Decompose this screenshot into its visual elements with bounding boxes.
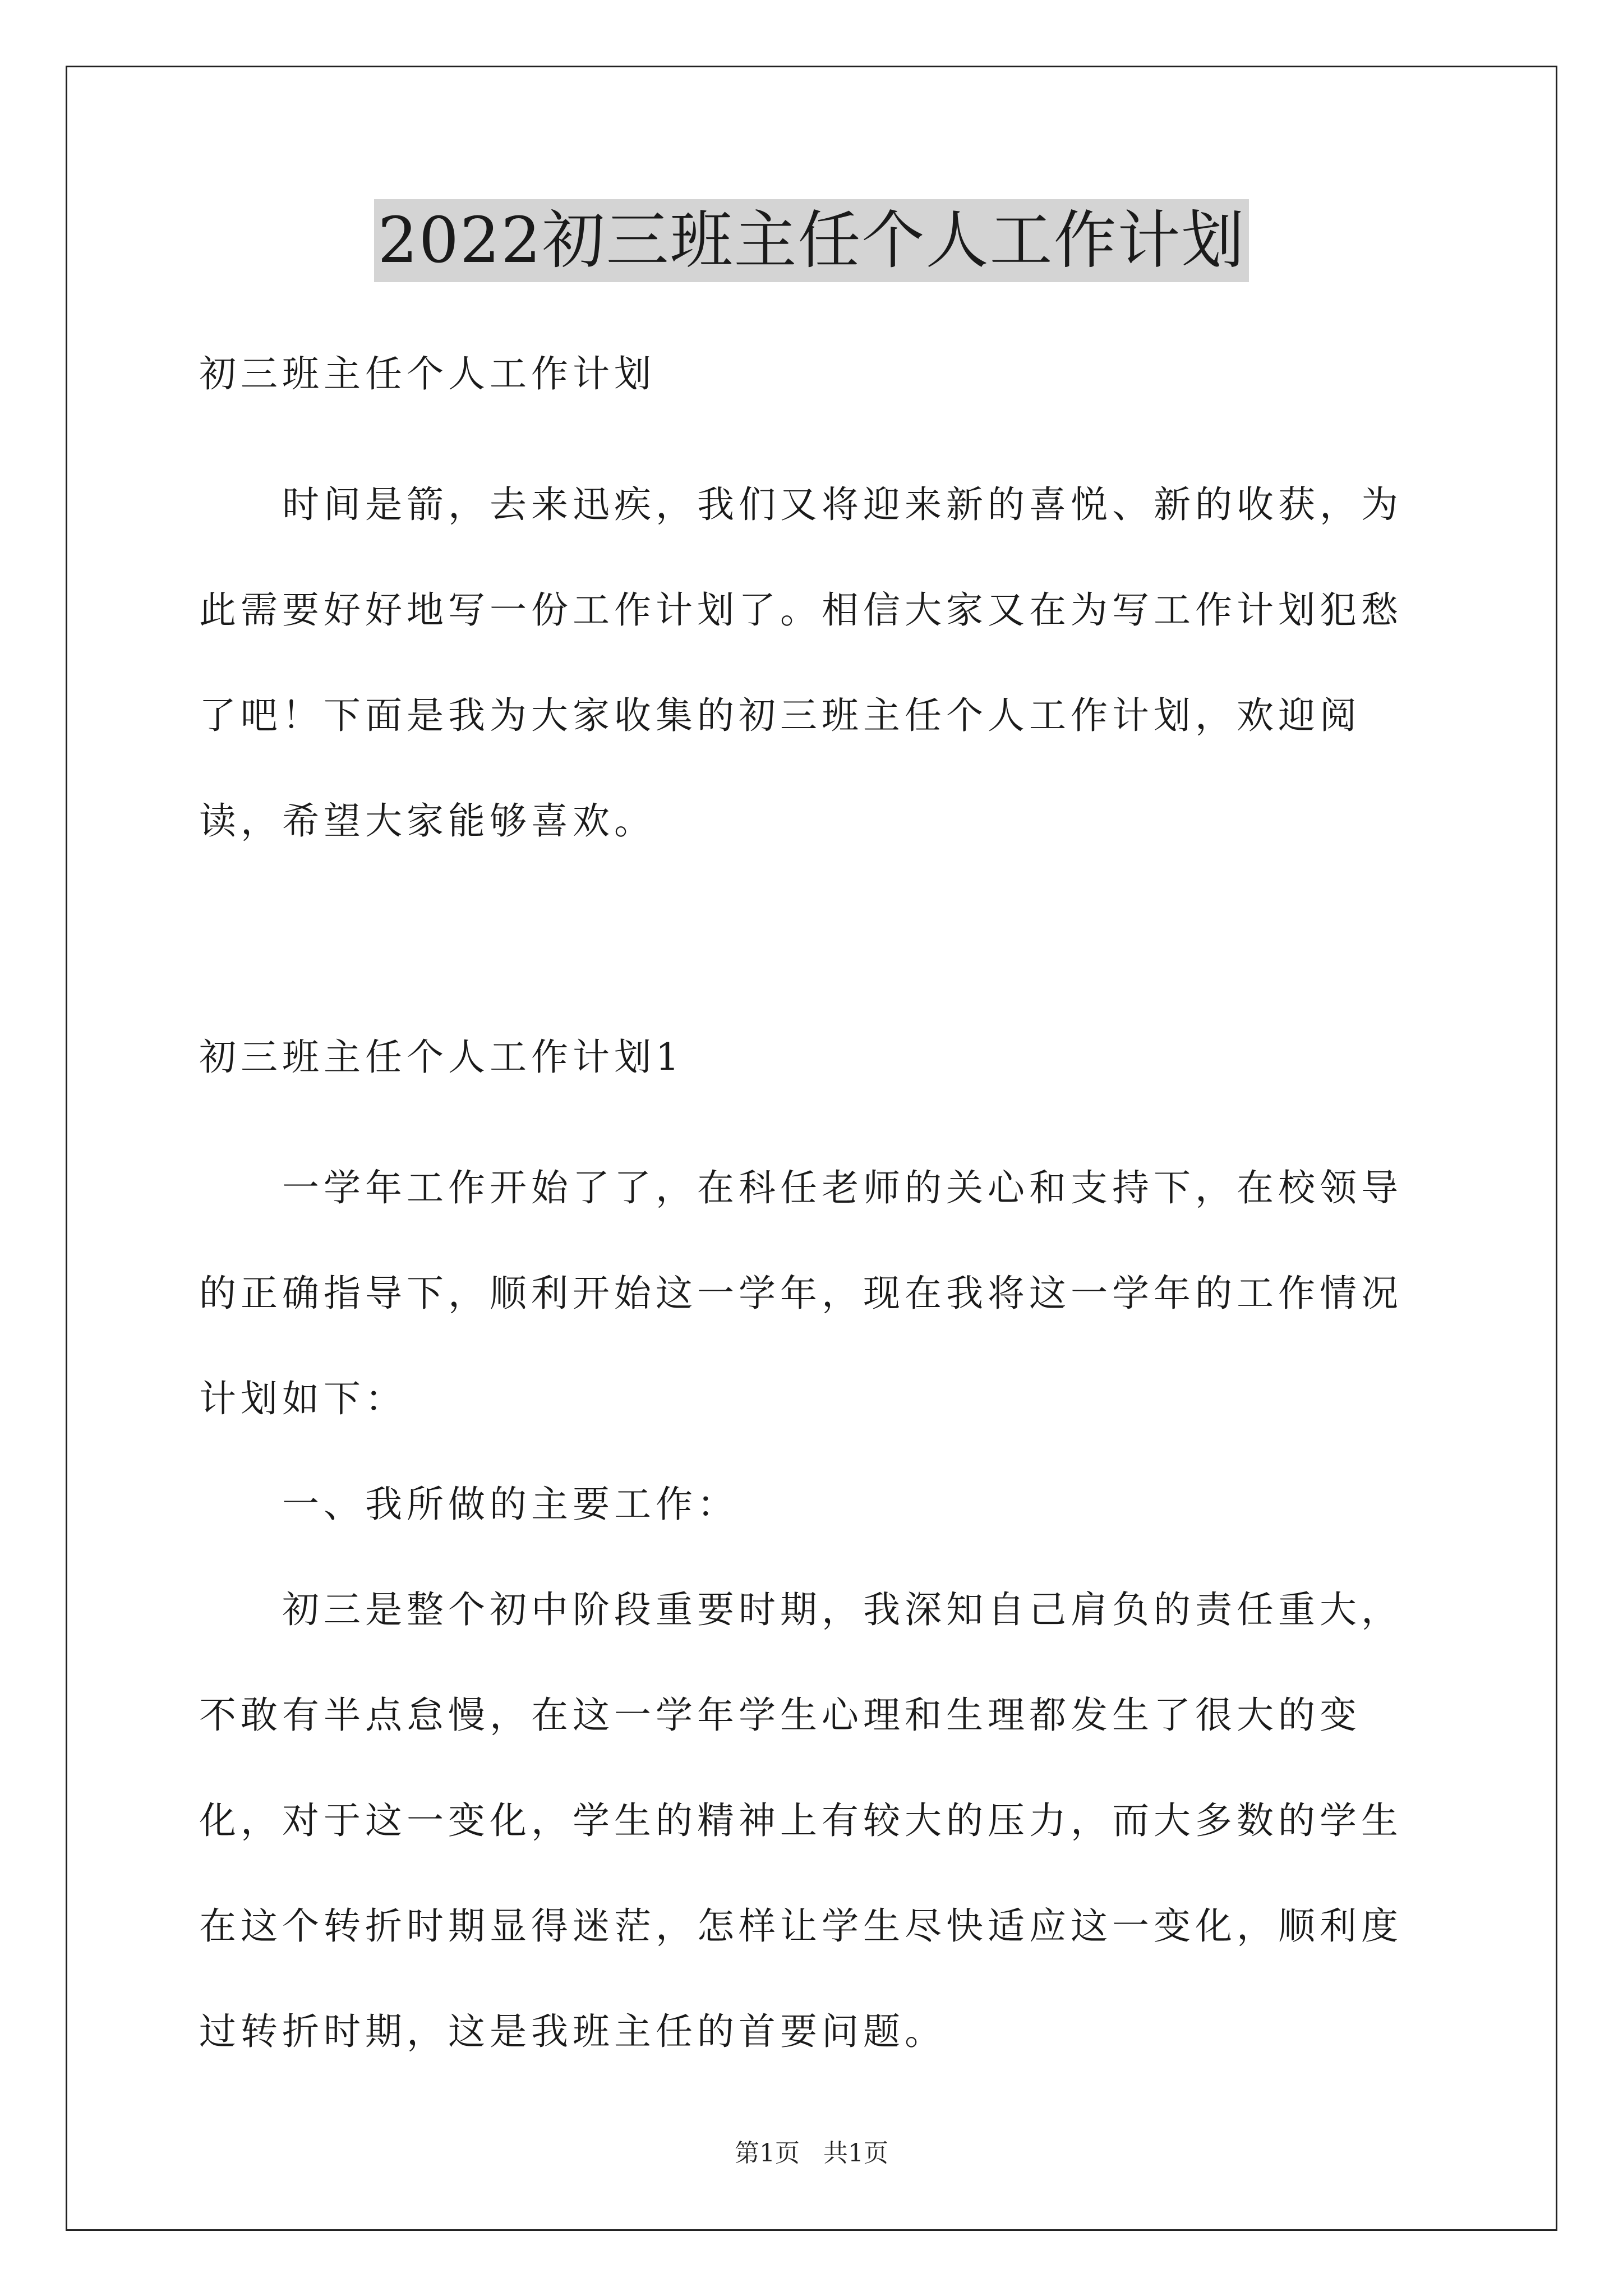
document-title: 2022初三班主任个人工作计划 (374, 199, 1248, 282)
point-heading-1: 一、我所做的主要工作： (282, 1483, 739, 1526)
intro-paragraph: 时间是箭，去来迅疾，我们又将迎来新的喜悦、新的收获，为此需要好好地写一份工作计划了。相信大家又在为写工作计划犯愁了吧！下面是我为大家收集的初三班主任个人工作计划，欢迎阅读，希望大家能够喜欢。 (199, 483, 1403, 843)
paragraph-1: 一学年工作开始了了，在科任老师的关心和支持下，在校领导的正确指导下，顺利开始这一学年，现在我将这一学年的工作情况计划如下： (199, 1166, 1403, 1420)
page-footer (0, 2138, 1623, 2169)
page-number: 第1页 (735, 2139, 800, 2168)
page-total: 共1页 (823, 2139, 888, 2168)
section-title: 初三班主任个人工作计划1 (199, 1036, 684, 1079)
document-subtitle: 初三班主任个人工作计划 (199, 352, 656, 395)
document-body (199, 348, 1433, 2085)
paragraph-2: 初三是整个初中阶段重要时期，我深知自己肩负的责任重大，不敢有半点怠慢，在这一学年学生心理和生理都发生了很大的变化，对于这一变化，学生的精神上有较大的压力，而大多数的学生在这个转折时期显得迷茫，怎样让学生尽快适应这一变化，顺利度过转折时期，这是我班主任的首要问题。 (199, 1588, 1403, 2053)
document-title-wrapper (0, 199, 1623, 282)
